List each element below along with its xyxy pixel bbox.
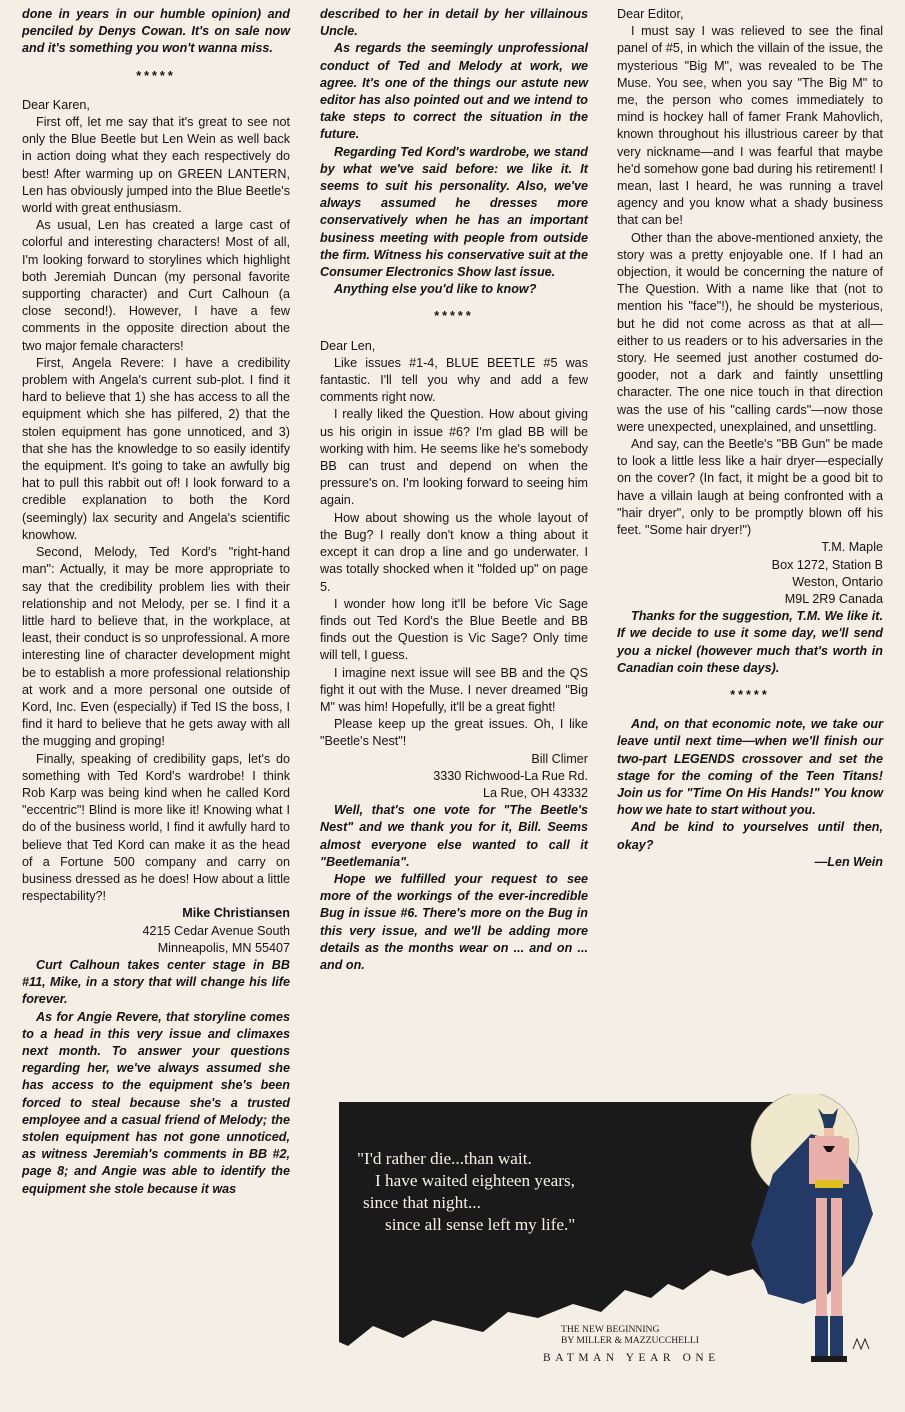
letter-paragraph: How about showing us the whole layout of the Bug? I really don't know a thing about it except it can drop a line and go underwater. I was totally shocked when it "folded up" on page 5. [320, 510, 588, 594]
letter-signature-address: La Rue, OH 43332 [482, 785, 588, 800]
letter-signature-name: Mike Christiansen [182, 906, 290, 921]
editor-reply: Thanks for the suggestion, T.M. We like it. If we decide to use it some day, we'll send you a nickel (however much that's worth in Canadian coin these days). [617, 609, 883, 675]
letter-salutation: Dear Len, [320, 338, 376, 353]
section-divider: ***** [434, 309, 474, 324]
section-divider: ***** [730, 687, 770, 702]
editor-reply: And be kind to yourselves until then, okay? [617, 820, 883, 852]
letters-column-3 [617, 6, 883, 871]
letter-paragraph: First off, let me say that it's great to see not only the Blue Beetle but Len Wein as well back in action doing what they each respectively do best! After warming up on GREEN LANTERN, Len has obviously jumped into the Blue Beetle's world with great enthusiasm. [22, 115, 290, 216]
batman-year-one-ad [333, 1094, 886, 1376]
ad-title: BATMAN YEAR ONE [543, 1352, 720, 1364]
letter-signature-name: T.M. Maple [821, 540, 883, 555]
letter-paragraph: Like issues #1-4, BLUE BEETLE #5 was fantastic. I'll tell you why and add a few comments right now. [320, 355, 588, 405]
letters-column-2 [320, 6, 588, 974]
letter-paragraph: Second, Melody, Ted Kord's "right-hand man": Actually, it may be more appropriate to say that the credibility problem lies with their relationship and not Melody, per se. I find it a little hard to believe that, in the workplace, at least, their conduct is so unprofessional. A more interesting line of character development might be to establish a more professional relationship at work and a more personal one outside of Kord, Inc. Even (especially) if Ted IS the boss, I find it hard to believe that he gets away with all the mugging and groping! [22, 545, 290, 749]
letter-paragraph: Please keep up the great issues. Oh, I like "Beetle's Nest"! [320, 717, 588, 749]
editor-reply: As for Angie Revere, that storyline comes to a head in this very issue and climaxes next month. To answer your questions regarding her, we've always assumed she has access to the equipment she's been forced to steal because she's a trusted employee and a casual friend of Melody; the stolen equipment has not gone unnoticed, as witness Jeremiah's comments in BB #2, page 8; and Angie was able to identify the equipment she stole because it was [22, 1009, 290, 1196]
editor-reply: And, on that economic note, we take our leave until next time—when we'll finish our two-part LEGENDS crossover and set the stage for the coming of the Teen Titans! Join us for "Time On His Hands!" You know how we hate to start without you. [617, 717, 883, 818]
ad-quote-line: since all sense left my life." [385, 1215, 576, 1234]
editor-reply: As regards the seemingly unprofessional conduct of Ted and Melody at work, we agree. It's one of the things our astute new editor has also pointed out and we intend to take steps to correct the situation in the future. [320, 41, 588, 142]
letter-paragraph: I really liked the Question. How about giving us his origin in issue #6? I'm glad BB will be working with him. He seems like he's somebody BB can trust and depend on when the pressure's on. I'm looking forward to seeing him again. [320, 407, 588, 508]
editor-reply-continued: done in years in our humble opinion) and penciled by Denys Cowan. It's on sale now and it's something you won't wanna miss. [22, 7, 290, 56]
editor-reply: Anything else you'd like to know? [334, 282, 537, 297]
ad-credit-line: BY MILLER & MAZZUCCHELLI [561, 1335, 699, 1346]
editor-signature: —Len Wein [814, 854, 883, 869]
ad-quote-line: I have waited eighteen years, [375, 1171, 575, 1190]
editor-reply-continued: described to her in detail by her villainous Uncle. [320, 7, 588, 39]
letter-paragraph: As usual, Len has created a large cast of colorful and interesting characters! Most of all, I'm looking forward to storylines which highlight both Jeremiah Duncan (my personal favorite supporting character) and Curt Calhoun (a close second!). However, I have a few comments in the opposite direction about the two major female characters! [22, 218, 290, 353]
artist-signature-mark [853, 1339, 869, 1349]
editor-reply: Curt Calhoun takes center stage in BB #11, Mike, in a story that will change his life forever. [22, 957, 290, 1007]
letter-signature-address: Box 1272, Station B [771, 557, 883, 572]
letter-paragraph: Other than the above-mentioned anxiety, the story was a pretty enjoyable one. If I had an objection, it would be concerning the nature of The Question. With a name like that (not to mention his "face"!), he should be mysterious, but he did not come across as that at all—either to us readers or to his adversaries in the story. He seemed just another costumed do-gooder, not a dark and faintly unsettling character. The one nice touch in that direction was the use of his "calling cards"—now those were unexpected, unexplained, and unsettling. [617, 230, 883, 434]
letter-paragraph: I must say I was relieved to see the final panel of #5, in which the villain of the issue, the mysterious "Big M", was revealed to be The Muse. You see, when you say "The Big M" to me, the person who comes immediately to mind is hockey hall of famer Frank Mahovlich, known throughout his illustrious career by that very nickname—and I was fearful that maybe he'd somehow gone bad during his retirement! I mean, last I heard, he was running a travel agency and you know what a shady business that can be! [617, 24, 883, 228]
section-divider: ***** [136, 68, 176, 83]
letter-signature-address: 4215 Cedar Avenue South [142, 923, 290, 938]
letter-paragraph: I imagine next issue will see BB and the QS fight it out with the Muse. I never dreamed "Big M" was him! Hopefully, it'll be a great fight! [320, 665, 588, 714]
letter-paragraph: Finally, speaking of credibility gaps, let's do something with Ted Kord's wardrobe! I think Rob Karp was being kind when he called Kord "eccentric"! Blind is more like it! Knowing what I do of the business world, I find it awfully hard to believe that Ted Kord can make it as the head of a Fortune 500 company and carry on business dressed as he does! How about a little respectability?! [22, 751, 290, 904]
letter-signature-address: Weston, Ontario [792, 574, 883, 589]
letter-signature-address: M9L 2R9 Canada [784, 591, 883, 606]
editor-reply: Regarding Ted Kord's wardrobe, we stand by what we've said before: we like it. It seems to suit his personality. Also, we've always assumed he dresses more conservatively when he has an important business meeting with people from outside the firm. Witness his conservative suit at the Consumer Electronics Show last issue. [320, 144, 588, 280]
ad-credit-line: THE NEW BEGINNING [561, 1324, 660, 1335]
letter-paragraph: First, Angela Revere: I have a credibility problem with Angela's current sub-plot. I find it hard to believe that 1) she has access to all the equipment which she has pilfered, 2) that the stolen equipment has gone unnoticed, and 3) that she has the knowledge to so easily identify the equipment. It's going to take an awfully big hat to pull this rabbit out of! I look forward to a credible explanation to both the Kord (seemingly) lax security and Angela's scientific knowhow. [22, 355, 290, 542]
letters-column-1 [22, 6, 290, 1198]
letter-salutation: Dear Karen, [22, 97, 90, 112]
ad-credits [561, 1324, 699, 1346]
letter-signature-address: Minneapolis, MN 55407 [157, 940, 290, 955]
letter-paragraph: I wonder how long it'll be before Vic Sage finds out Ted Kord's the Blue Beetle and BB finds out the Question is Vic Sage? Only time will tell, I guess. [320, 596, 588, 663]
ad-quote [357, 1148, 575, 1236]
letter-paragraph: And say, can the Beetle's "BB Gun" be made to look a little less like a hair dryer—especially on the cover? (In fact, it might be a good bit to have a villain laugh at being confronted with a "hair dryer", only to be promptly blown off his feet. "Some hair dryer!") [617, 437, 883, 538]
ad-quote-line: "I'd rather die...than wait. [357, 1149, 532, 1168]
letter-signature-address: 3330 Richwood-La Rue Rd. [433, 768, 588, 783]
editor-reply: Well, that's one vote for "The Beetle's Nest" and we thank you for it, Bill. Seems almost everyone else wanted to call it "Beetlemania". [320, 803, 588, 869]
letter-signature-name: Bill Climer [531, 751, 588, 766]
editor-reply: Hope we fulfilled your request to see more of the workings of the ever-incredible Bug in issue #6. There's more on the Bug in this very issue, and we'll be adding more details as the months wear on ... and on ... and on. [320, 871, 588, 972]
ad-quote-line: since that night... [363, 1193, 481, 1212]
letter-salutation: Dear Editor, [617, 7, 684, 21]
